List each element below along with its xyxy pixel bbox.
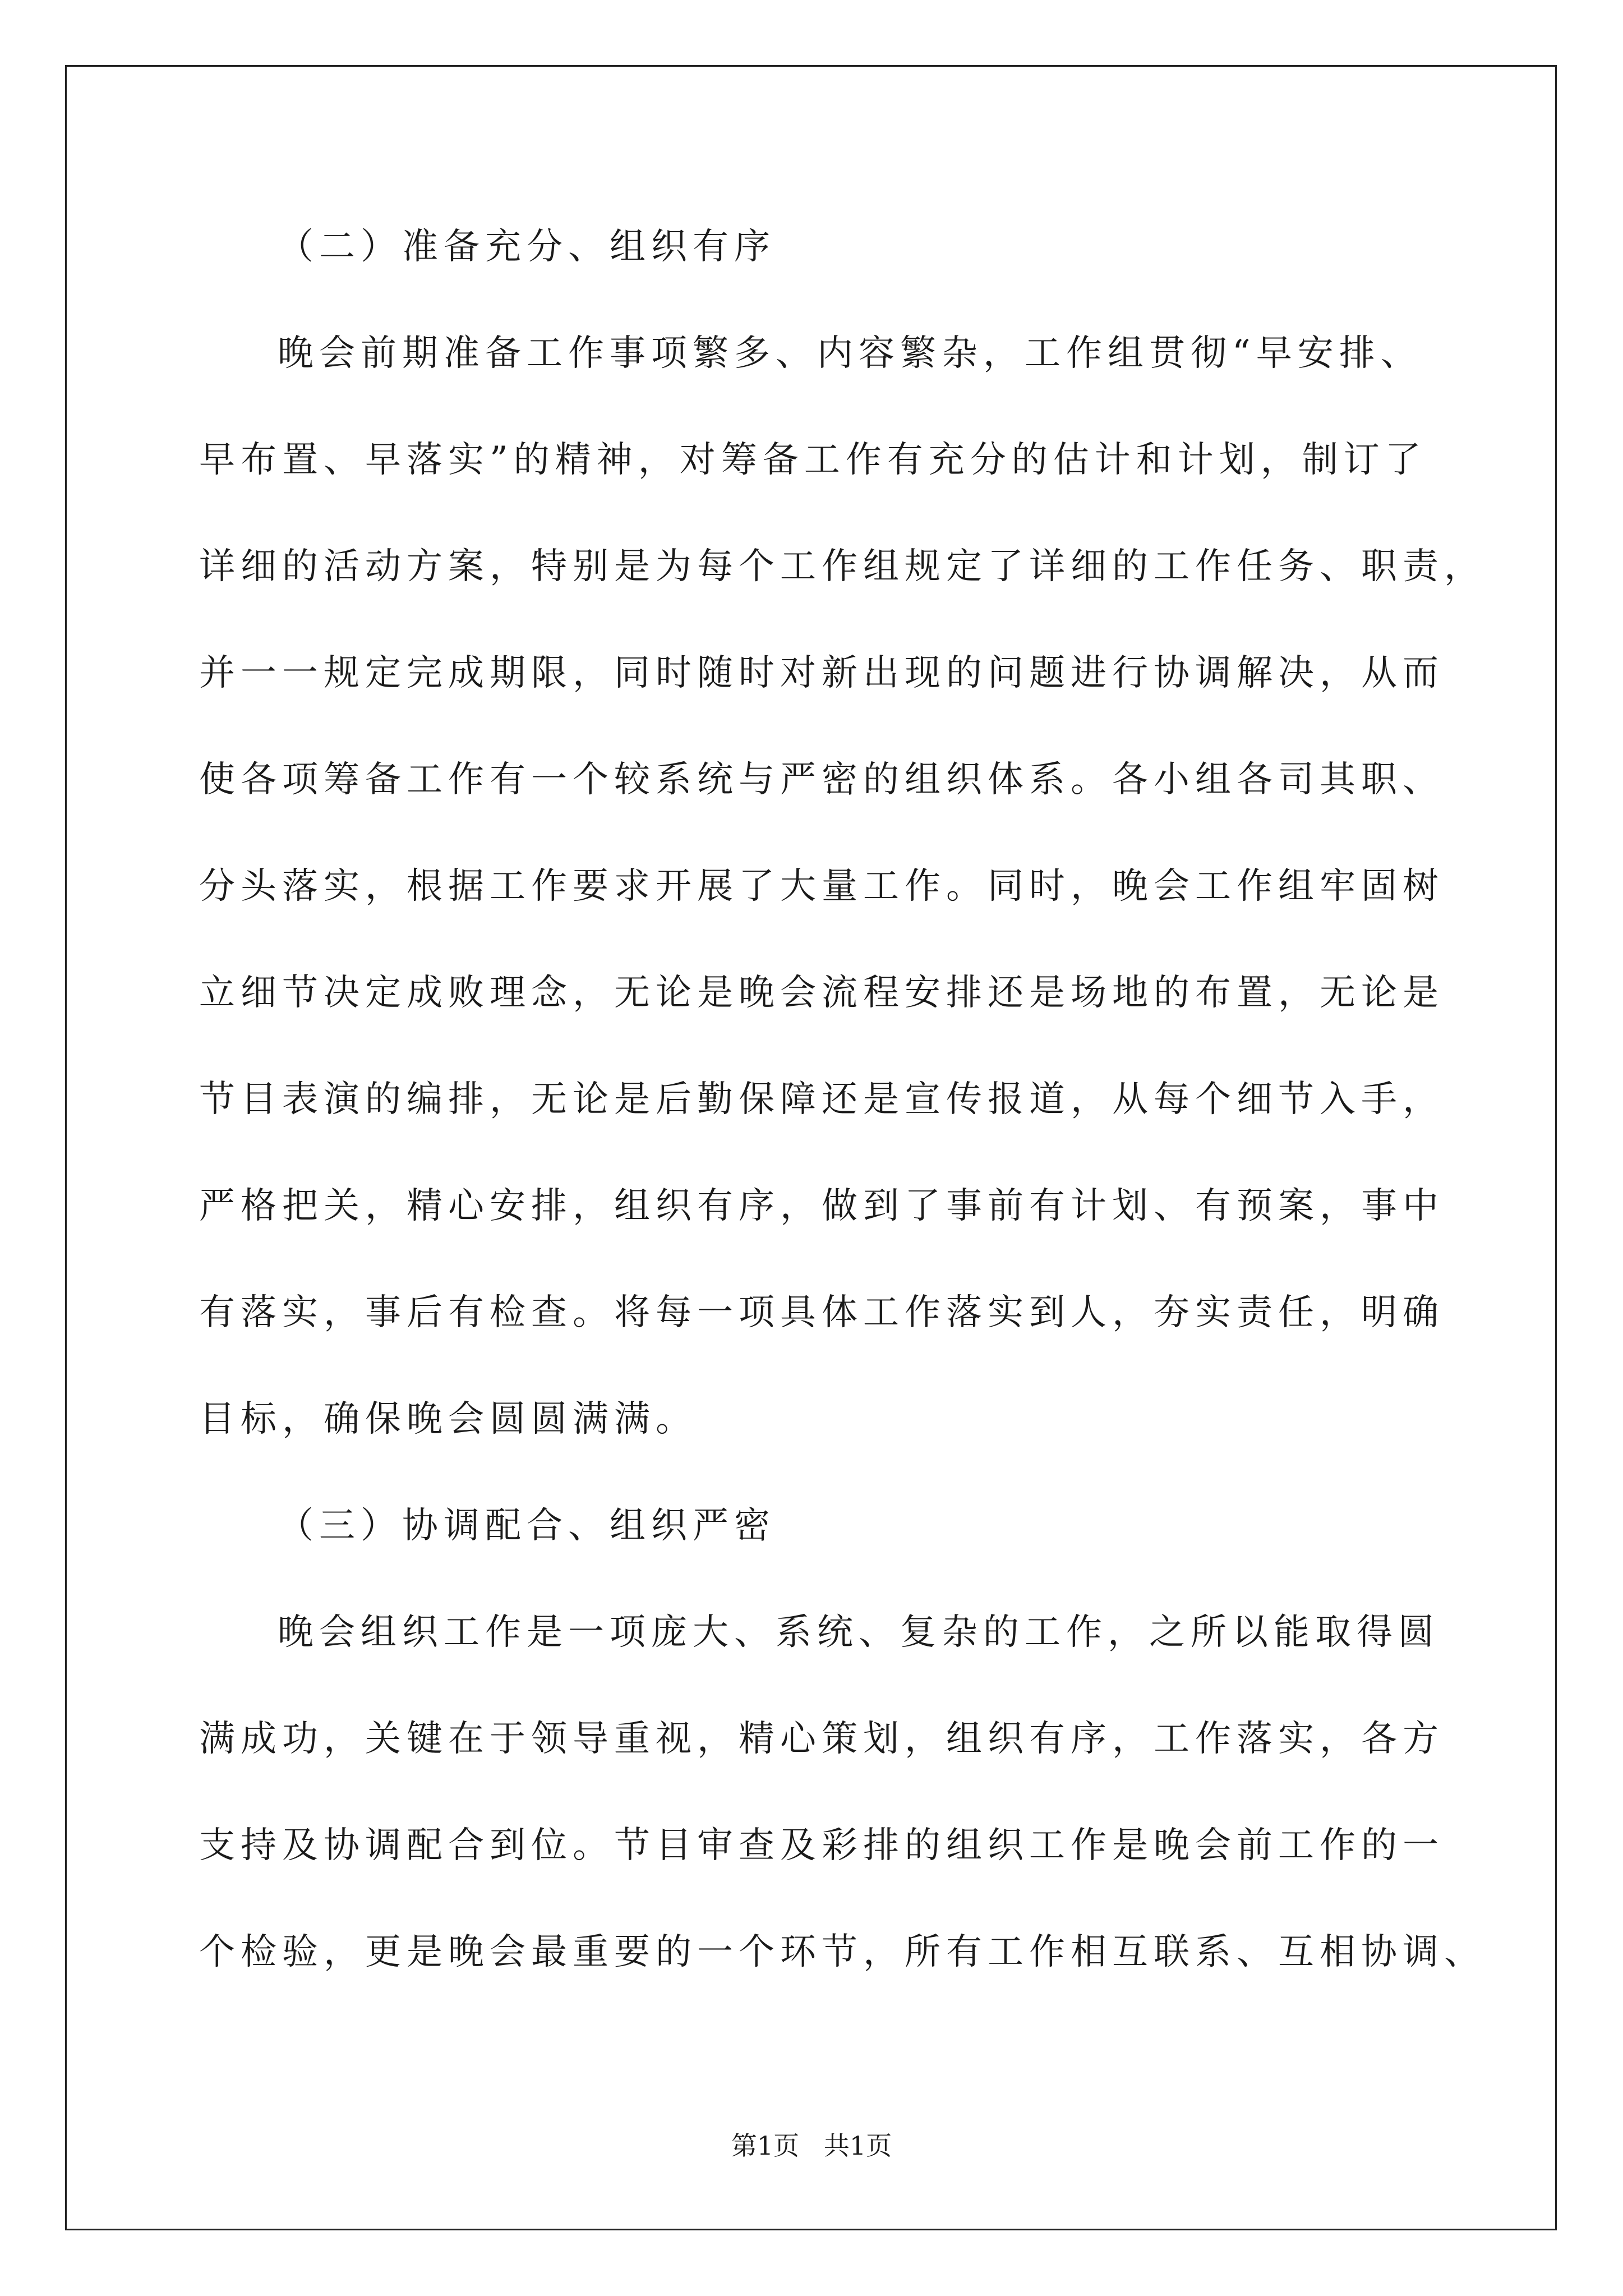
paragraph-line: 晚会前期准备工作事项繁多、内容繁杂，工作组贯彻“早安排、	[278, 333, 1422, 374]
paragraph-line: 满成功，关键在于领导重视，精心策划，组织有序，工作落实，各方	[199, 1718, 1444, 1760]
paragraph-line: 立细节决定成败理念，无论是晚会流程安排还是场地的布置，无论是	[199, 972, 1444, 1014]
section-heading-3: （三）协调配合、组织严密	[278, 1505, 776, 1547]
paragraph-line: 使各项筹备工作有一个较系统与严密的组织体系。各小组各司其职、	[199, 759, 1444, 800]
paragraph-line: 支持及协调配合到位。节目审查及彩排的组织工作是晚会前工作的一	[199, 1825, 1444, 1866]
document-body	[199, 216, 1486, 2028]
paragraph-line: 分头落实，根据工作要求开展了大量工作。同时，晚会工作组牢固树	[199, 866, 1444, 907]
paragraph-line: 早布置、早落实”的精神，对筹备工作有充分的估计和计划，制订了	[199, 439, 1427, 481]
page-number-label: 第1页 共1页	[731, 2131, 892, 2161]
paragraph-line: 并一一规定完成期限，同时随时对新出现的问题进行协调解决，从而	[199, 652, 1444, 694]
section-heading-2: （二）准备充分、组织有序	[278, 226, 776, 268]
paragraph-line: 节目表演的编排，无论是后勤保障还是宣传报道，从每个细节入手，	[199, 1079, 1444, 1120]
paragraph-line: 晚会组织工作是一项庞大、系统、复杂的工作，之所以能取得圆	[278, 1612, 1440, 1653]
paragraph-line: 目标，确保晚会圆圆满满。	[199, 1398, 697, 1440]
paragraph-line: 有落实，事后有检查。将每一项具体工作落实到人，夯实责任，明确	[199, 1292, 1444, 1333]
paragraph-line: 严格把关，精心安排，组织有序，做到了事前有计划、有预案，事中	[199, 1185, 1444, 1227]
page-footer	[0, 2129, 1623, 2162]
paragraph-line: 详细的活动方案，特别是为每个工作组规定了详细的工作任务、职责，	[199, 546, 1486, 587]
paragraph-line: 个检验，更是晚会最重要的一个环节，所有工作相互联系、互相协调、	[199, 1931, 1486, 1973]
